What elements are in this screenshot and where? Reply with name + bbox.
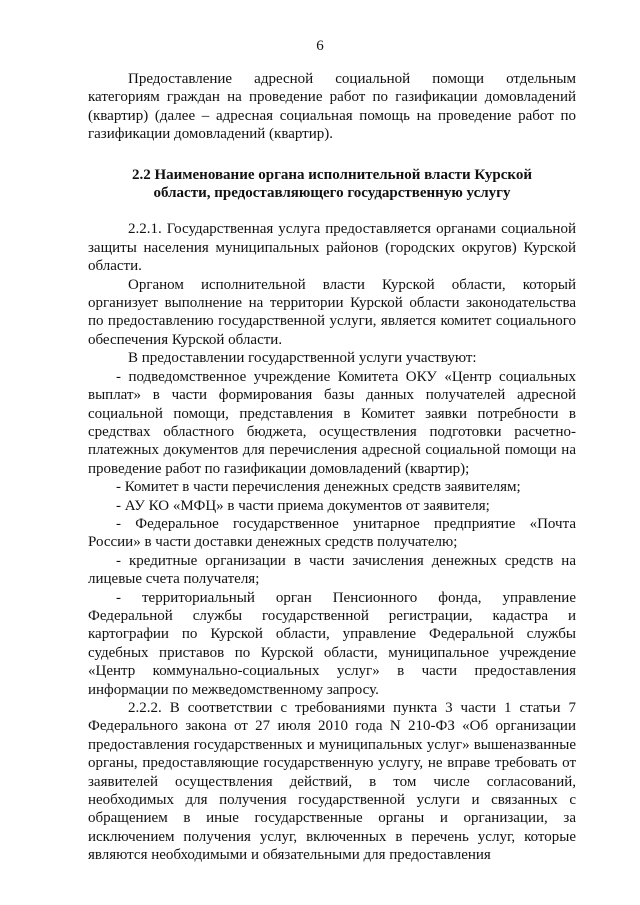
paragraph-participants-intro: В предоставлении государственной услуги участвуют: <box>128 350 477 367</box>
paragraph-2-2-2: 2.2.2. В соответствии с требованиями пункта 3 части 1 статьи 7 Федерального закона от 27 июля 2010 года N 210-ФЗ «Об организации предоставления государственных и муниципальных услуг» вышеназванные органы, предоставляющие государственную услугу, не вправе требовать от заявителей осуществления действий, в том числе согласований, необходимых для получения государственной услуги и связанных с обращением в иные государственные органы и организации, за исключением получения услуг, включенных в перечень услуг, которые являются необходимыми и обязательными для предоставления <box>88 700 576 864</box>
paragraph-2-2-1: 2.2.1. Государственная услуга предоставляется органами социальной защиты населения муниципальных районов (городских округов) Курской области. <box>88 221 576 275</box>
participant-item: - территориальный орган Пенсионного фонда, управление Федеральной службы государственной регистрации, кадастра и картографии по Курской области, управление Федеральной службы судебных приставов по Курской области, муниципальное учреждение «Центр коммунально-социальных услуг» в части предоставления информации по межведомственному запросу. <box>88 589 576 698</box>
intro-paragraph: Предоставление адресной социальной помощи отдельным категориям граждан на проведение работ по газификации домовладений (квартир) (далее – адресная социальная помощь на проведение работ по газификации домовладений (квартир). <box>88 71 576 143</box>
participant-item: - Комитет в части перечисления денежных средств заявителям; <box>116 479 521 496</box>
participant-item: - Федеральное государственное унитарное предприятие «Почта России» в части доставки денежных средств получателю; <box>88 515 576 551</box>
participant-item: - АУ КО «МФЦ» в части приема документов от заявителя; <box>116 497 490 514</box>
section-heading: 2.2 Наименование органа исполнительной власти Курской области, предоставляющего государственную услугу <box>132 166 532 202</box>
page-number: 6 <box>316 38 324 54</box>
page-content <box>88 70 576 865</box>
participant-item: - подведомственное учреждение Комитета ОКУ «Центр социальных выплат» в части формирования базы данных получателей адресной социальной помощи, представления в Комитет заявки потребности в средствах областного бюджета, осуществления подготовки расчетно-платежных документов для перечисления адресной социальной помощи на проведение работ по газификации домовладений (квартир); <box>88 368 576 477</box>
participant-item: - кредитные организации в части зачисления денежных средств на лицевые счета получателя; <box>88 552 576 588</box>
paragraph-executive-body: Органом исполнительной власти Курской области, который организует выполнение на территории Курской области законодательства по предоставлению государственной услуги, является комитет социального обеспечения Курской области. <box>88 276 576 348</box>
